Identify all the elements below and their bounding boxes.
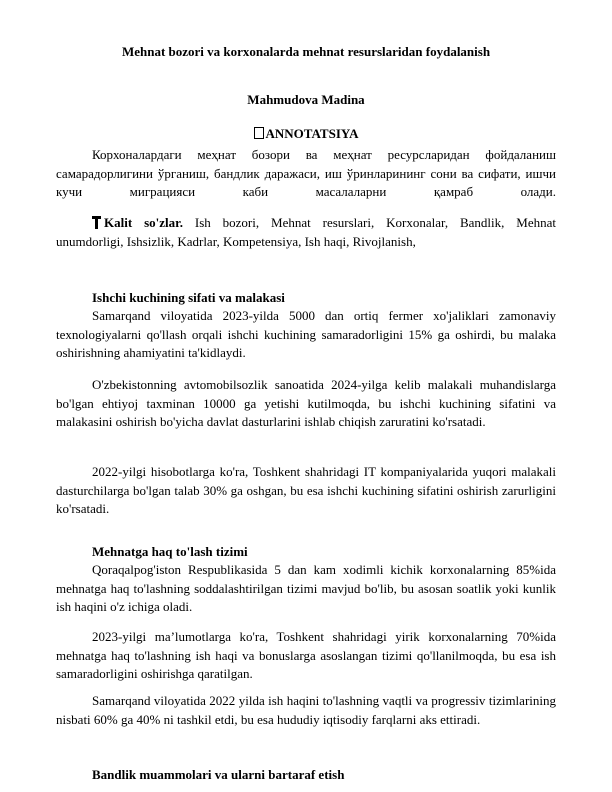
author-name: Mahmudova Madina	[247, 92, 365, 107]
keywords-paragraph	[56, 214, 556, 251]
section-paragraph: Samarqand viloyatida 2023-yilda 5000 dan ortiq fermer xo'jaliklari zamonaviy texnologiyalarni qo'llash orqali ishchi kuchining samaradorligini 15% ga oshirdi, bu malaka oshirishning ahamiyatini ta'kidlaydi.	[56, 308, 556, 361]
annotation-text: Корхоналардаги меҳнат бозори ва меҳнат ресурсларидан фойдаланиш самарадорлигини ўрганиш, бандлик даражаси, иш ўринларининг сони ва сифати, ишчи кучи миграцияси каби масалаларни қамраб олади.	[56, 147, 556, 200]
section-heading: Ishchi kuchining sifati va malakasi	[92, 290, 285, 305]
keywords-list: Ish bozori, Mehnat resurslari, Korxonalar, Bandlik, Mehnat unumdorligi, Ishsizlik, Kadrlar, Kompetensiya, Ish haqi, Rivojlanish,	[56, 215, 557, 249]
section-paragraph: 2023-yilgi ma’lumotlarga ko'ra, Toshkent shahridagi yirik korxonalarning 70%ida mehnatga haq to'lashning ish haqi va bonuslarga asoslangan tizimi qo'llanilmoqda, bu esa ish samaradorligini oshirishga qaratilgan.	[56, 629, 556, 682]
paper-title: Mehnat bozori va korxonalarda mehnat resurslaridan foydalanish	[121, 44, 491, 59]
section-paragraph: Qoraqalpog'iston Respublikasida 5 dan kam xodimli kichik korxonalarning 85%ida mehnatga haq to'lashning soddalashtirilgan tizimi mavjud bo'lib, bu asosan soatlik yoki kunlik ish haqini o'z ichiga oladi.	[56, 562, 556, 615]
section-paragraph: Samarqand viloyatida 2022 yilda ish haqini to'lashning vaqtli va progressiv tizimlarining nisbati 60% ga 40% ni tashkil etdi, bu esa hududiy iqtisodiy farqlarni aks ettiradi.	[56, 693, 556, 727]
section-paragraph: O'zbekistonning avtomobilsozlik sanoatida 2024-yilga kelib malakali muhandislarga bo'lgan ehtiyoj taxminan 10000 ga yetishi kutilmoqda, bu ishchi kuchining sifatini va malakasini oshirish bo'yicha davlat dasturlarini ishlab chiqish zaruratini ko'rsatadi.	[56, 377, 556, 430]
section-heading: Bandlik muammolari va ularni bartaraf etish	[92, 767, 345, 782]
annotation-heading-text: ANNOTATSIYA	[265, 126, 359, 141]
section-paragraph: 2022-yilgi hisobotlarga ko'ra, Toshkent shahridagi IT kompaniyalarida yuqori malakali dasturchilarga bo'lgan talab 30% ga oshgan, bu esa ishchi kuchining sifatini oshirish zarurligini ko'rsatadi.	[56, 464, 556, 517]
annotation-heading	[0, 126, 612, 142]
pushpin-icon	[92, 216, 101, 229]
missing-glyph-box-icon	[254, 127, 264, 139]
section-heading: Mehnatga haq to'lash tizimi	[92, 544, 248, 559]
keywords-label: Kalit so'zlar.	[104, 215, 183, 230]
